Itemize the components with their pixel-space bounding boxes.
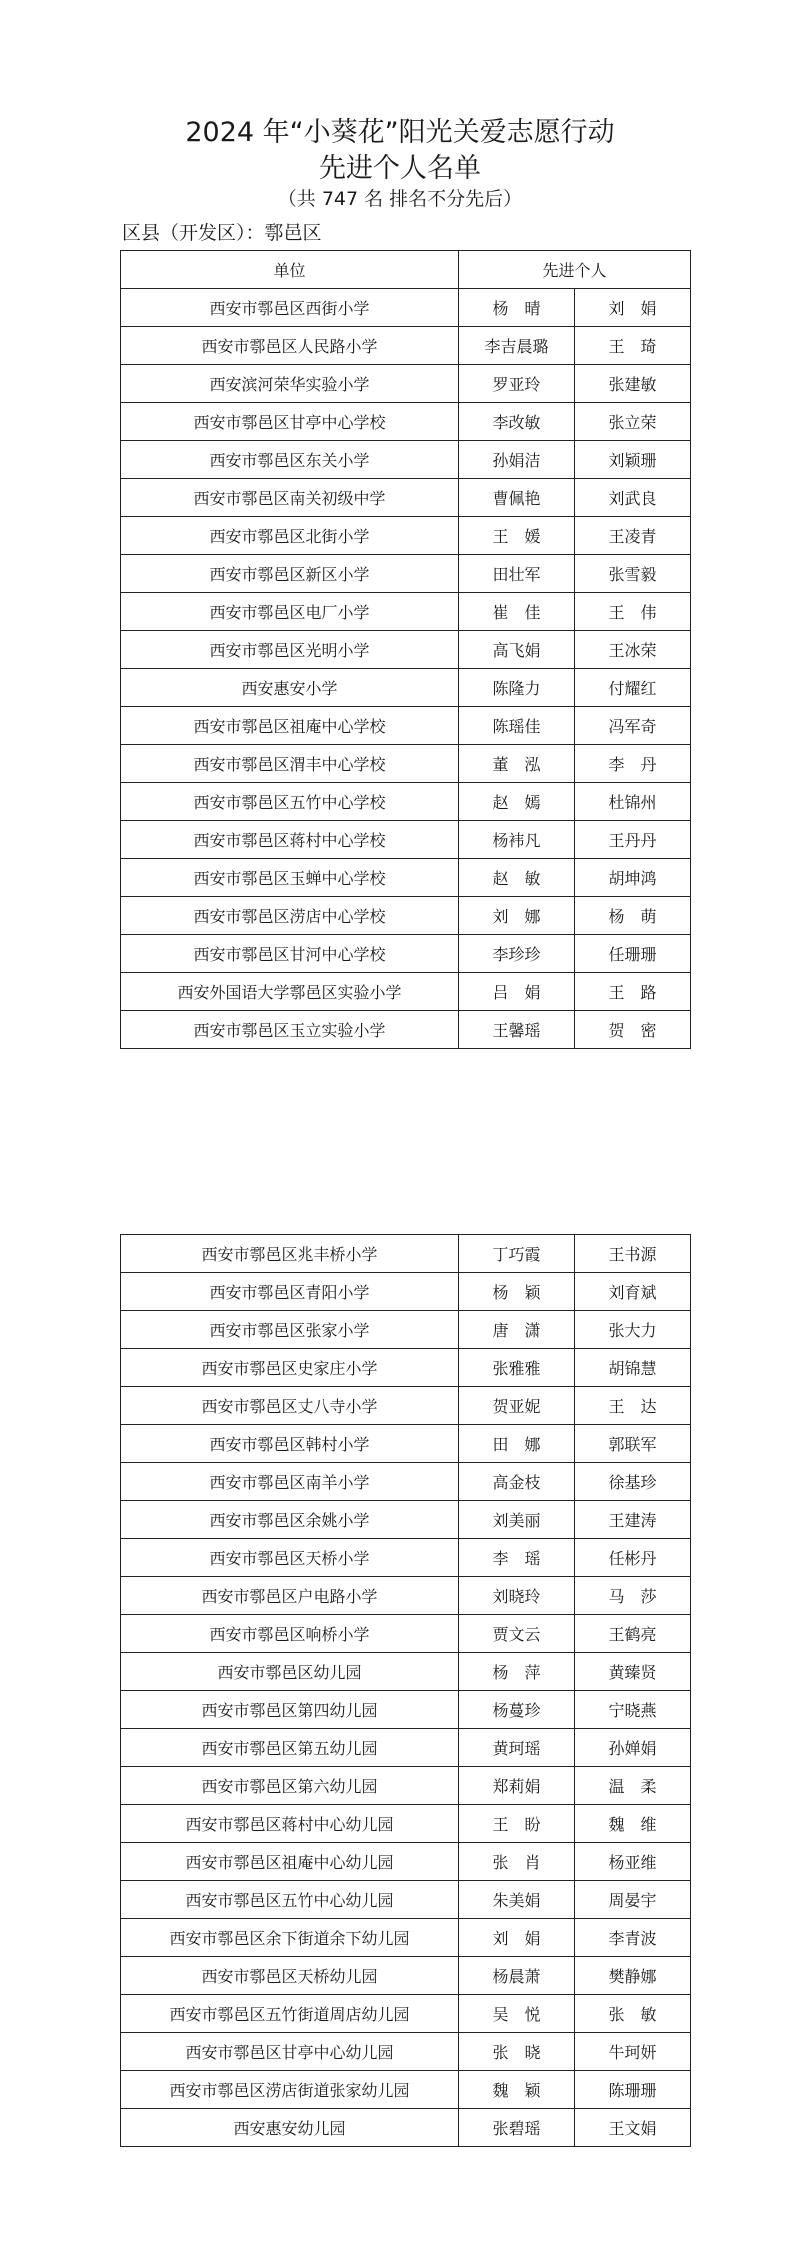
table-row (121, 1273, 691, 1311)
person-1-cell: 王 媛 (459, 517, 575, 555)
unit-cell: 西安市鄠邑区涝店街道张家幼儿园 (121, 2071, 459, 2109)
unit-cell: 西安市鄠邑区新区小学 (121, 555, 459, 593)
person-2-cell: 张立荣 (575, 403, 691, 441)
person-1-cell: 陈瑶佳 (459, 707, 575, 745)
person-1-cell: 李改敏 (459, 403, 575, 441)
person-2-cell: 黄臻贤 (575, 1653, 691, 1691)
unit-cell: 西安市鄠邑区人民路小学 (121, 327, 459, 365)
person-1-cell: 张雅雅 (459, 1349, 575, 1387)
unit-cell: 西安市鄠邑区东关小学 (121, 441, 459, 479)
table-row (121, 1843, 691, 1881)
table-row (121, 555, 691, 593)
person-1-cell: 高飞娟 (459, 631, 575, 669)
person-1-cell: 刘美丽 (459, 1501, 575, 1539)
person-1-cell: 王馨瑶 (459, 1011, 575, 1049)
table-row (121, 859, 691, 897)
person-1-cell: 张 肖 (459, 1843, 575, 1881)
table-row (121, 1729, 691, 1767)
person-1-cell: 杨蔓珍 (459, 1691, 575, 1729)
unit-cell: 西安市鄠邑区光明小学 (121, 631, 459, 669)
table-row (121, 1653, 691, 1691)
unit-cell: 西安市鄠邑区天桥幼儿园 (121, 1957, 459, 1995)
unit-cell: 西安市鄠邑区第六幼儿园 (121, 1767, 459, 1805)
unit-cell: 西安市鄠邑区电厂小学 (121, 593, 459, 631)
unit-cell: 西安市鄠邑区五竹中心幼儿园 (121, 1881, 459, 1919)
person-1-cell: 崔 佳 (459, 593, 575, 631)
person-2-cell: 王 琦 (575, 327, 691, 365)
person-1-cell: 朱美娟 (459, 1881, 575, 1919)
table-row (121, 1577, 691, 1615)
person-2-cell: 张 敏 (575, 1995, 691, 2033)
table-row (121, 2109, 691, 2147)
table-row (121, 1501, 691, 1539)
unit-cell: 西安市鄠邑区余下街道余下幼儿园 (121, 1919, 459, 1957)
unit-cell: 西安市鄠邑区户电路小学 (121, 1577, 459, 1615)
unit-cell: 西安市鄠邑区南关初级中学 (121, 479, 459, 517)
table-row (121, 1235, 691, 1273)
unit-cell: 西安滨河荣华实验小学 (121, 365, 459, 403)
table-row (121, 1539, 691, 1577)
person-1-cell: 赵 嫣 (459, 783, 575, 821)
unit-cell: 西安市鄠邑区蒋村中心幼儿园 (121, 1805, 459, 1843)
unit-cell: 西安市鄠邑区祖庵中心幼儿园 (121, 1843, 459, 1881)
table-row (121, 1805, 691, 1843)
header-unit: 单位 (121, 251, 459, 289)
region-label: 区县（开发区）：鄠邑区 (122, 222, 322, 244)
table-row (121, 897, 691, 935)
unit-cell: 西安市鄠邑区幼儿园 (121, 1653, 459, 1691)
honor-table-1 (120, 250, 691, 1049)
person-1-cell: 贾文云 (459, 1615, 575, 1653)
person-1-cell: 罗亚玲 (459, 365, 575, 403)
document-count-note: （共 747 名 排名不分先后） (277, 188, 523, 210)
person-1-cell: 孙娟洁 (459, 441, 575, 479)
document-subtitle-list: 先进个人名单 (319, 153, 481, 184)
table-row (121, 593, 691, 631)
unit-cell: 西安惠安幼儿园 (121, 2109, 459, 2147)
unit-cell: 西安市鄠邑区五竹街道周店幼儿园 (121, 1995, 459, 2033)
table-row (121, 289, 691, 327)
person-1-cell: 杨袆凡 (459, 821, 575, 859)
table-row (121, 1691, 691, 1729)
person-2-cell: 任珊珊 (575, 935, 691, 973)
person-2-cell: 张大力 (575, 1311, 691, 1349)
table-row (121, 1881, 691, 1919)
person-2-cell: 樊静娜 (575, 1957, 691, 1995)
person-1-cell: 杨 颖 (459, 1273, 575, 1311)
person-1-cell: 张 晓 (459, 2033, 575, 2071)
person-2-cell: 杨亚维 (575, 1843, 691, 1881)
person-2-cell: 胡坤鸿 (575, 859, 691, 897)
honor-table-2 (120, 1234, 691, 2147)
person-1-cell: 丁巧霞 (459, 1235, 575, 1273)
person-2-cell: 王建涛 (575, 1501, 691, 1539)
person-2-cell: 杜锦州 (575, 783, 691, 821)
unit-cell: 西安市鄠邑区张家小学 (121, 1311, 459, 1349)
unit-cell: 西安市鄠邑区兆丰桥小学 (121, 1235, 459, 1273)
person-2-cell: 张建敏 (575, 365, 691, 403)
person-2-cell: 刘武良 (575, 479, 691, 517)
table-row (121, 2033, 691, 2071)
person-2-cell: 马 莎 (575, 1577, 691, 1615)
person-2-cell: 宁晓燕 (575, 1691, 691, 1729)
person-2-cell: 贺 密 (575, 1011, 691, 1049)
person-1-cell: 杨 萍 (459, 1653, 575, 1691)
person-1-cell: 曹佩艳 (459, 479, 575, 517)
unit-cell: 西安市鄠邑区玉立实验小学 (121, 1011, 459, 1049)
person-2-cell: 王 达 (575, 1387, 691, 1425)
person-2-cell: 刘育斌 (575, 1273, 691, 1311)
person-2-cell: 李青波 (575, 1919, 691, 1957)
table-row (121, 631, 691, 669)
person-1-cell: 陈隆力 (459, 669, 575, 707)
person-1-cell: 吕 娟 (459, 973, 575, 1011)
person-2-cell: 魏 维 (575, 1805, 691, 1843)
person-2-cell: 王冰荣 (575, 631, 691, 669)
person-2-cell: 孙婵娟 (575, 1729, 691, 1767)
person-2-cell: 任彬丹 (575, 1539, 691, 1577)
person-1-cell: 李吉晨璐 (459, 327, 575, 365)
person-1-cell: 吴 悦 (459, 1995, 575, 2033)
unit-cell: 西安惠安小学 (121, 669, 459, 707)
person-2-cell: 杨 萌 (575, 897, 691, 935)
unit-cell: 西安市鄠邑区南羊小学 (121, 1463, 459, 1501)
table-row (121, 1387, 691, 1425)
unit-cell: 西安市鄠邑区西街小学 (121, 289, 459, 327)
person-1-cell: 赵 敏 (459, 859, 575, 897)
person-1-cell: 刘 娜 (459, 897, 575, 935)
person-2-cell: 王 路 (575, 973, 691, 1011)
person-2-cell: 张雪毅 (575, 555, 691, 593)
table-row (121, 365, 691, 403)
person-1-cell: 田 娜 (459, 1425, 575, 1463)
unit-cell: 西安市鄠邑区五竹中心学校 (121, 783, 459, 821)
person-2-cell: 胡锦慧 (575, 1349, 691, 1387)
table-body-1 (121, 289, 691, 1049)
person-2-cell: 牛珂妍 (575, 2033, 691, 2071)
person-1-cell: 田壮军 (459, 555, 575, 593)
table-body-2 (121, 1235, 691, 2147)
person-1-cell: 唐 潇 (459, 1311, 575, 1349)
person-2-cell: 王 伟 (575, 593, 691, 631)
unit-cell: 西安市鄠邑区史家庄小学 (121, 1349, 459, 1387)
table-row (121, 1425, 691, 1463)
person-2-cell: 王文娟 (575, 2109, 691, 2147)
table-row (121, 783, 691, 821)
table-row (121, 1463, 691, 1501)
table-row (121, 745, 691, 783)
person-1-cell: 李珍珍 (459, 935, 575, 973)
unit-cell: 西安外国语大学鄠邑区实验小学 (121, 973, 459, 1011)
unit-cell: 西安市鄠邑区第四幼儿园 (121, 1691, 459, 1729)
unit-cell: 西安市鄠邑区青阳小学 (121, 1273, 459, 1311)
person-2-cell: 温 柔 (575, 1767, 691, 1805)
unit-cell: 西安市鄠邑区天桥小学 (121, 1539, 459, 1577)
person-2-cell: 王鹤亮 (575, 1615, 691, 1653)
person-1-cell: 王 盼 (459, 1805, 575, 1843)
table-row (121, 707, 691, 745)
person-2-cell: 王凌青 (575, 517, 691, 555)
person-2-cell: 冯军奇 (575, 707, 691, 745)
unit-cell: 西安市鄠邑区玉蝉中心学校 (121, 859, 459, 897)
table-row (121, 1957, 691, 1995)
person-1-cell: 杨晨萧 (459, 1957, 575, 1995)
unit-cell: 西安市鄠邑区第五幼儿园 (121, 1729, 459, 1767)
table-row (121, 935, 691, 973)
unit-cell: 西安市鄠邑区丈八寺小学 (121, 1387, 459, 1425)
person-2-cell: 李 丹 (575, 745, 691, 783)
table-row (121, 403, 691, 441)
table-row (121, 2071, 691, 2109)
table-row (121, 1011, 691, 1049)
person-1-cell: 高金枝 (459, 1463, 575, 1501)
person-1-cell: 刘 娟 (459, 1919, 575, 1957)
unit-cell: 西安市鄠邑区涝店中心学校 (121, 897, 459, 935)
person-1-cell: 张碧瑶 (459, 2109, 575, 2147)
person-2-cell: 周晏宇 (575, 1881, 691, 1919)
person-2-cell: 陈珊珊 (575, 2071, 691, 2109)
person-1-cell: 郑莉娟 (459, 1767, 575, 1805)
table-row (121, 1919, 691, 1957)
unit-cell: 西安市鄠邑区甘河中心学校 (121, 935, 459, 973)
table-row (121, 327, 691, 365)
unit-cell: 西安市鄠邑区甘亭中心幼儿园 (121, 2033, 459, 2071)
unit-cell: 西安市鄠邑区渭丰中心学校 (121, 745, 459, 783)
person-2-cell: 刘颖珊 (575, 441, 691, 479)
table-row (121, 1311, 691, 1349)
unit-cell: 西安市鄠邑区响桥小学 (121, 1615, 459, 1653)
table-row (121, 517, 691, 555)
table-row (121, 479, 691, 517)
unit-cell: 西安市鄠邑区祖庵中心学校 (121, 707, 459, 745)
table-row (121, 441, 691, 479)
person-1-cell: 贺亚妮 (459, 1387, 575, 1425)
table-row (121, 973, 691, 1011)
document-title: 2024 年“小葵花”阳光关爱志愿行动 (185, 117, 615, 148)
table-row (121, 669, 691, 707)
person-2-cell: 王丹丹 (575, 821, 691, 859)
unit-cell: 西安市鄠邑区蒋村中心学校 (121, 821, 459, 859)
table-header-row (121, 251, 691, 289)
person-1-cell: 杨 晴 (459, 289, 575, 327)
person-1-cell: 魏 颖 (459, 2071, 575, 2109)
table-row (121, 1349, 691, 1387)
person-2-cell: 付耀红 (575, 669, 691, 707)
person-2-cell: 刘 娟 (575, 289, 691, 327)
person-2-cell: 王书源 (575, 1235, 691, 1273)
unit-cell: 西安市鄠邑区韩村小学 (121, 1425, 459, 1463)
table-row (121, 1995, 691, 2033)
person-1-cell: 李 瑶 (459, 1539, 575, 1577)
unit-cell: 西安市鄠邑区余姚小学 (121, 1501, 459, 1539)
table-row (121, 821, 691, 859)
table-row (121, 1767, 691, 1805)
person-1-cell: 董 泓 (459, 745, 575, 783)
person-1-cell: 刘晓玲 (459, 1577, 575, 1615)
unit-cell: 西安市鄠邑区甘亭中心学校 (121, 403, 459, 441)
header-person: 先进个人 (459, 251, 691, 289)
person-1-cell: 黄珂瑶 (459, 1729, 575, 1767)
person-2-cell: 徐基珍 (575, 1463, 691, 1501)
table-row (121, 1615, 691, 1653)
person-2-cell: 郭联军 (575, 1425, 691, 1463)
unit-cell: 西安市鄠邑区北街小学 (121, 517, 459, 555)
